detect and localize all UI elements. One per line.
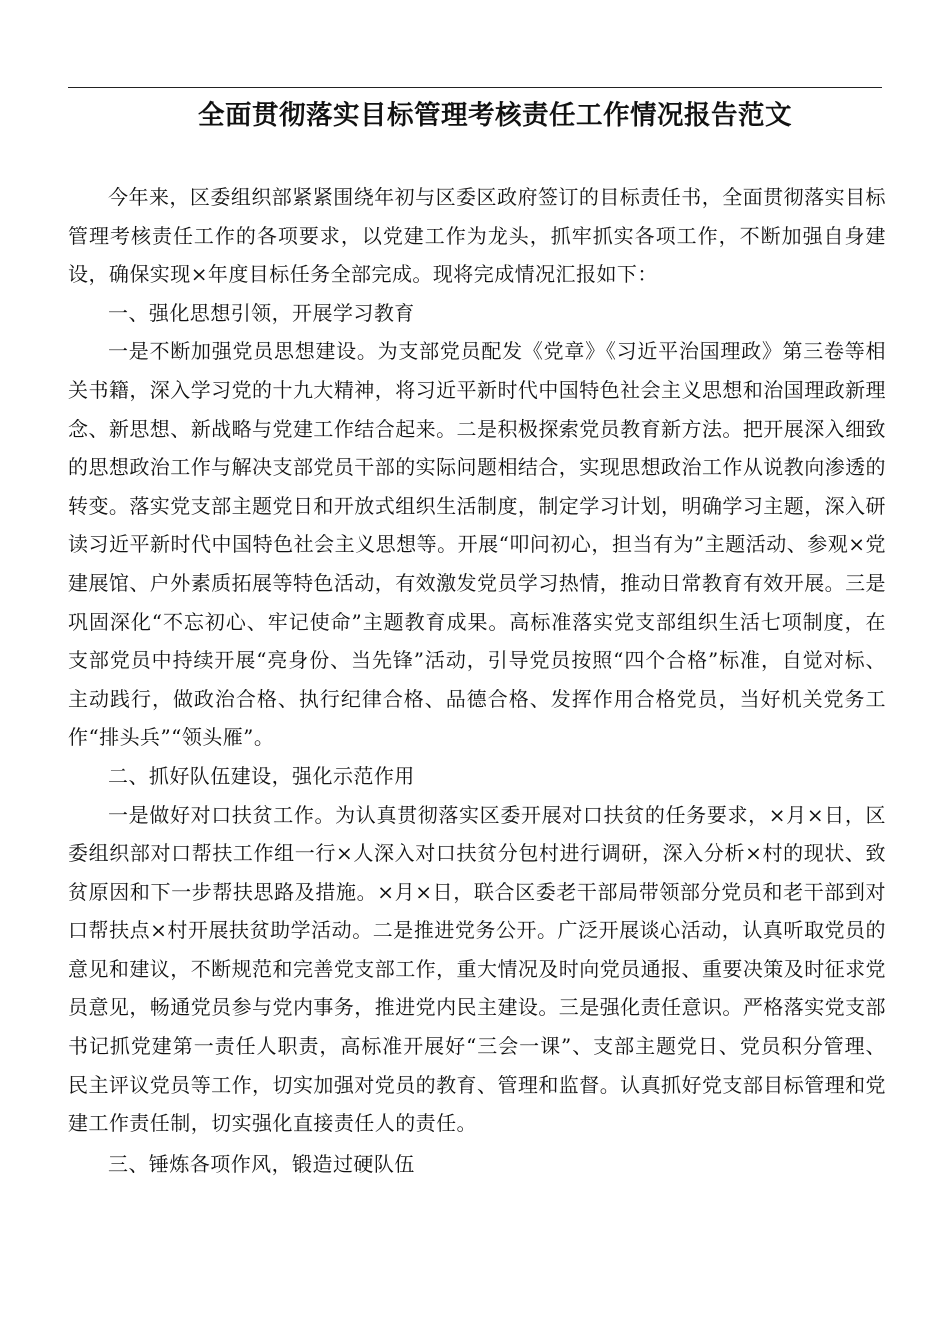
header-rule: [68, 87, 882, 88]
section-2-heading: 二、抓好队伍建设，强化示范作用: [108, 763, 415, 788]
section-1-heading: 一、强化思想引领，开展学习教育: [108, 300, 415, 325]
section-2-paragraph: 一是做好对口扶贫工作。为认真贯彻落实区委开展对口扶贫的任务要求，×月×日，区委组织部对口帮扶工作组一行×人深入对口扶贫分包村进行调研，深入分析×村的现状、致贫原因和下一步帮扶思路及措施。×月×日，联合区委老干部局带领部分党员和老干部到对口帮扶点×村开展扶贫助学活动。二是推进党务公开。广泛开展谈心活动，认真听取党员的意见和建议，不断规范和完善党支部工作，重大情况及时向党员通报、重要决策及时征求党员意见，畅通党员参与党内事务，推进党内民主建设。三是强化责任意识。严格落实党支部书记抓党建第一责任人职责，高标准开展好“三会一课”、支部主题党日、党员积分管理、民主评议党员等工作，切实加强对党员的教育、管理和监督。认真抓好党支部目标管理和党建工作责任制，切实强化直接责任人的责任。: [68, 802, 886, 1136]
intro-paragraph: 今年来，区委组织部紧紧围绕年初与区委区政府签订的目标责任书，全面贯彻落实目标管理考核责任工作的各项要求，以党建工作为龙头，抓牢抓实各项工作，不断加强自身建设，确保实现×年度目标任务全部完成。现将完成情况汇报如下：: [68, 185, 886, 287]
document-title: 全面贯彻落实目标管理考核责任工作情况报告范文: [198, 100, 792, 131]
section-3-heading: 三、锤炼各项作风，锻造过硬队伍: [108, 1151, 415, 1176]
document-body: [68, 178, 886, 1183]
section-1-paragraph: 一是不断加强党员思想建设。为支部党员配发《党章》《习近平治国理政》第三卷等相关书籍，深入学习党的十九大精神，将习近平新时代中国特色社会主义思想和治国理政新理念、新思想、新战略与党建工作结合起来。二是积极探索党员教育新方法。把开展深入细致的思想政治工作与解决支部党员干部的实际问题相结合，实现思想政治工作从说教向渗透的转变。落实党支部主题党日和开放式组织生活制度，制定学习计划，明确学习主题，深入研读习近平新时代中国特色社会主义思想等。开展“叩问初心，担当有为”主题活动、参观×党建展馆、户外素质拓展等特色活动，有效激发党员学习热情，推动日常教育有效开展。三是巩固深化“不忘初心、牢记使命”主题教育成果。高标准落实党支部组织生活七项制度，在支部党员中持续开展“亮身份、当先锋”活动，引导党员按照“四个合格”标准，自觉对标、主动践行，做政治合格、执行纪律合格、品德合格、发挥作用合格党员，当好机关党务工作“排头兵”“领头雁”。: [68, 339, 886, 750]
